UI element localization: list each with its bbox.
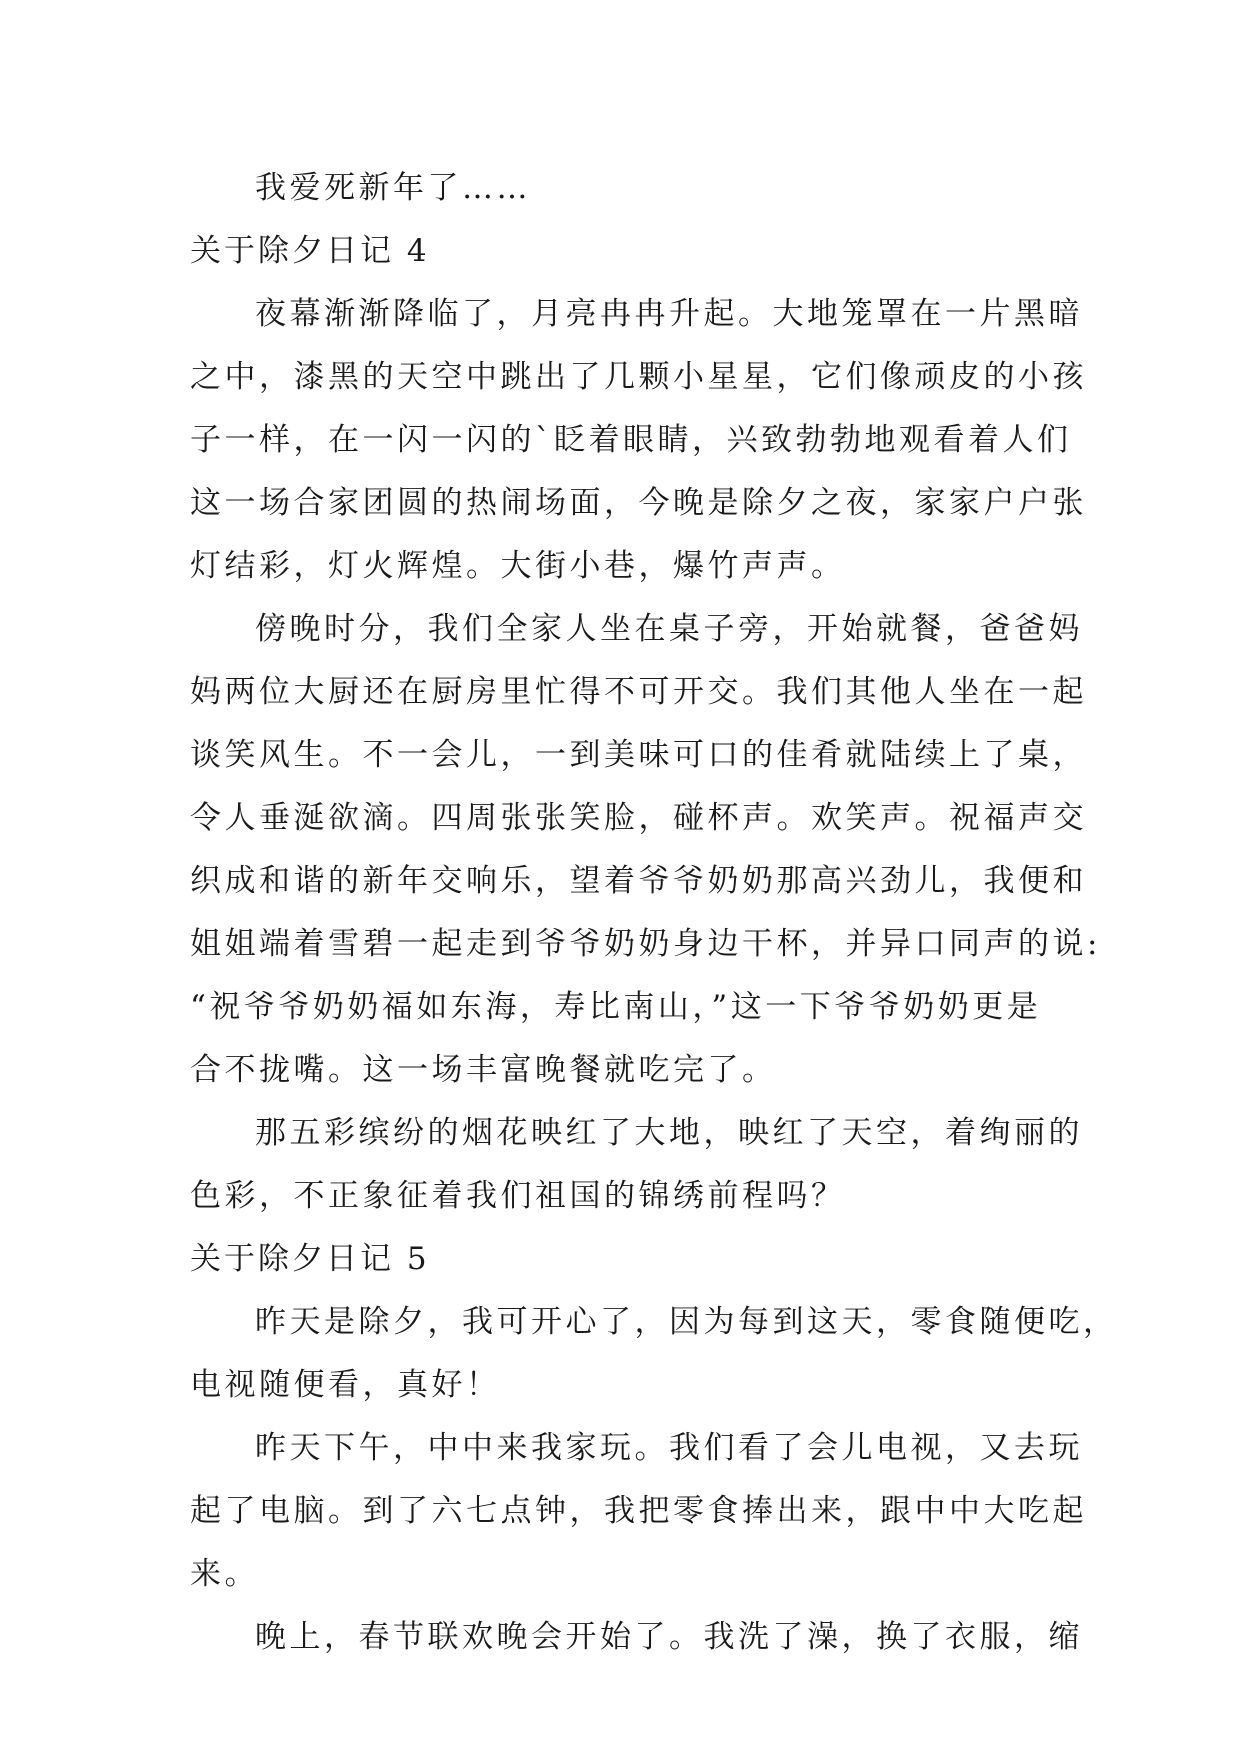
paragraph-line: 这一场合家团圆的热闹场面，今晚是除夕之夜，家家户户张 xyxy=(190,485,1087,521)
paragraph-line: 我爱死新年了…… xyxy=(255,170,531,206)
paragraph-line: 色彩，不正象征着我们祖国的锦绣前程吗？ xyxy=(190,1178,846,1214)
paragraph-line: 谈笑风生。不一会儿，一到美味可口的佳肴就陆续上了桌， xyxy=(190,737,1087,773)
paragraph-line: 傍晚时分，我们全家人坐在桌子旁，开始就餐，爸爸妈 xyxy=(255,611,1083,647)
section-heading: 关于除夕日记 5 xyxy=(190,1241,430,1277)
paragraph-line: 那五彩缤纷的烟花映红了大地，映红了天空，着绚丽的 xyxy=(255,1115,1083,1151)
paragraph-line: 姐姐端着雪碧一起走到爷爷奶奶身边干杯，并异口同声的说: xyxy=(190,926,1101,962)
paragraph-line: 起了电脑。到了六七点钟，我把零食捧出来，跟中中大吃起 xyxy=(190,1493,1087,1529)
paragraph-line: 子一样，在一闪一闪的`眨着眼睛，兴致勃勃地观看着人们 xyxy=(190,422,1072,458)
paragraph-line: 合不拢嘴。这一场丰富晚餐就吃完了。 xyxy=(190,1052,777,1088)
paragraph-line: 令人垂涎欲滴。四周张张笑脸，碰杯声。欢笑声。祝福声交 xyxy=(190,800,1087,836)
paragraph-line: 夜幕渐渐降临了，月亮冉冉升起。大地笼罩在一片黑暗 xyxy=(255,296,1083,332)
paragraph-line: “祝爷爷奶奶福如东海，寿比南山，”这一下爷爷奶奶更是 xyxy=(190,989,1042,1025)
paragraph-line: 晚上，春节联欢晚会开始了。我洗了澡，换了衣服，缩 xyxy=(255,1619,1083,1655)
paragraph-line: 灯结彩，灯火辉煌。大街小巷，爆竹声声。 xyxy=(190,548,846,584)
paragraph-line: 昨天是除夕，我可开心了，因为每到这天，零食随便吃， xyxy=(255,1304,1118,1340)
paragraph-line: 电视随便看，真好！ xyxy=(190,1367,501,1403)
paragraph-line: 妈两位大厨还在厨房里忙得不可开交。我们其他人坐在一起 xyxy=(190,674,1087,710)
paragraph-line: 来。 xyxy=(190,1556,259,1592)
paragraph-line: 昨天下午，中中来我家玩。我们看了会儿电视，又去玩 xyxy=(255,1430,1083,1466)
paragraph-line: 织成和谐的新年交响乐，望着爷爷奶奶那高兴劲儿，我便和 xyxy=(190,863,1087,899)
section-heading: 关于除夕日记 4 xyxy=(190,233,430,269)
paragraph-line: 之中，漆黑的天空中跳出了几颗小星星，它们像顽皮的小孩 xyxy=(190,359,1087,395)
